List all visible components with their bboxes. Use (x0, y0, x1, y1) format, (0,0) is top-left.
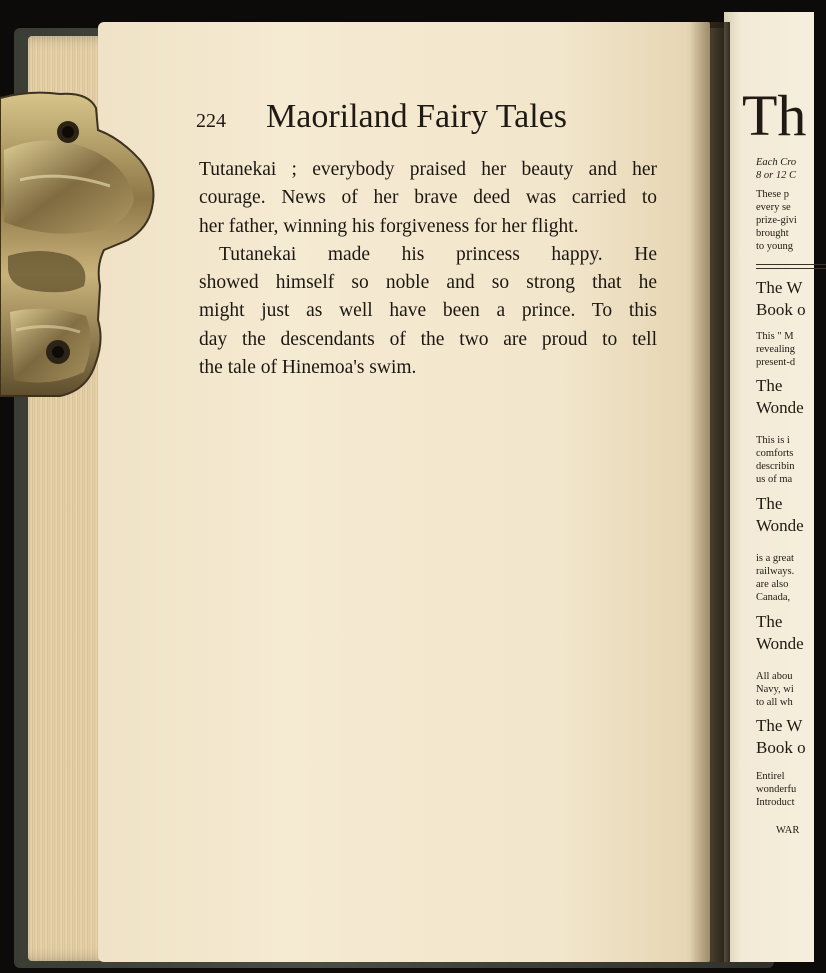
right-page-heading: The (756, 376, 783, 395)
right-page-text: every se (756, 202, 791, 213)
right-page-text: comforts (756, 448, 794, 459)
page-number: 224 (196, 110, 226, 132)
right-page (724, 12, 814, 962)
gutter-shadow (690, 22, 730, 962)
right-page-text: This is i (756, 435, 790, 446)
divider (756, 268, 826, 269)
right-page-text: WAR (776, 825, 800, 836)
right-page-text: Entirel (756, 771, 785, 782)
right-page-text: us of ma (756, 474, 793, 485)
right-page-heading: Wonde (756, 516, 804, 535)
right-page-heading: The (756, 612, 783, 631)
right-page-heading: Wonde (756, 398, 804, 417)
right-page-heading: Book o (756, 738, 806, 757)
text-line: courage. News of her brave deed was carried to (199, 187, 657, 209)
text-line: day the descendants of the two are proud to tell (199, 328, 657, 350)
right-page-text: is a great (756, 553, 794, 564)
right-page-text: brought (756, 228, 789, 239)
running-head (196, 98, 626, 148)
right-page-text: All abou (756, 671, 793, 682)
text-line: Tutanekai ; everybody praised her beauty and her (199, 159, 657, 180)
text-line: Tutanekai made his princess happy. He (219, 243, 657, 265)
right-page-text: present-d (756, 357, 796, 368)
right-page-text: Canada, (756, 592, 791, 603)
body-text (199, 156, 657, 382)
right-page-heading: The W (756, 278, 803, 297)
text-line: might just as well have been a prince. To this (199, 300, 657, 322)
divider (756, 264, 826, 265)
right-page-text: revealing (756, 344, 796, 355)
right-page-text: prize-givi (756, 215, 797, 226)
right-page-text: are also (756, 579, 789, 590)
text-line: the tale of Hinemoa's swim. (199, 357, 417, 379)
right-page-title: Th (742, 83, 807, 148)
brass-clasp-icon (0, 90, 160, 400)
right-page-heading: The W (756, 716, 803, 735)
right-page-text: 8 or 12 C (756, 170, 796, 181)
right-page-heading: Wonde (756, 634, 804, 653)
right-page-heading: Book o (756, 300, 806, 319)
text-line: her father, winning his forgiveness for her flight. (199, 215, 579, 237)
right-page-text: Each Cro (756, 157, 797, 168)
text-line: showed himself so noble and so strong that he (199, 272, 657, 294)
running-title: Maoriland Fairy Tales (266, 98, 568, 135)
right-page-text: to young (756, 241, 794, 252)
right-page-heading: The (756, 494, 783, 513)
right-page-text: wonderfu (756, 784, 797, 795)
right-page-text: This " M (756, 331, 794, 342)
right-page-text: These p (756, 189, 789, 200)
right-page-text: describin (756, 461, 795, 472)
right-page-text: to all wh (756, 697, 793, 708)
right-page-text: railways. (756, 566, 795, 577)
right-page-text: Introduct (756, 797, 795, 808)
right-page-text: Navy, wi (756, 684, 794, 695)
